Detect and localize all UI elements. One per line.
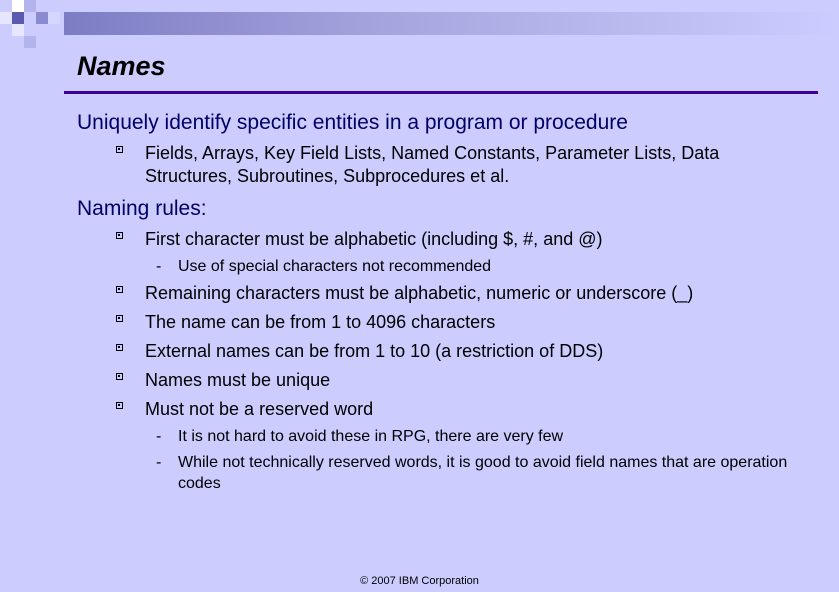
title-underline <box>64 91 818 94</box>
bullet-text: Fields, Arrays, Key Field Lists, Named Constants, Parameter Lists, Data Structures, Subroutines, Subprocedures et al. <box>145 143 720 186</box>
decor-square <box>12 0 24 12</box>
dash-bullet-icon: - <box>156 428 162 445</box>
decor-square <box>12 12 24 24</box>
bullet-remaining-characters <box>116 282 806 305</box>
decor-square <box>48 12 60 24</box>
square-bullet-icon <box>116 344 123 351</box>
square-bullet-icon <box>116 286 123 293</box>
sub-bullet-text: It is not hard to avoid these in RPG, there are very few <box>178 428 564 445</box>
sub-bullet-operation-codes <box>156 452 816 494</box>
square-bullet-icon <box>116 315 123 322</box>
bullet-text: First character must be alphabetic (including $, #, and @) <box>145 229 603 249</box>
decor-square <box>0 12 12 24</box>
copyright-footer: © 2007 IBM Corporation <box>360 575 479 587</box>
bullet-name-length <box>116 311 806 334</box>
bullet-text: External names can be from 1 to 10 (a restriction of DDS) <box>145 341 604 361</box>
corner-decoration <box>0 0 70 50</box>
dash-bullet-icon: - <box>156 258 162 275</box>
sub-bullet-special-chars <box>156 256 816 277</box>
sub-bullet-rpg-few <box>156 426 816 447</box>
bullet-text: Remaining characters must be alphabetic, numeric or underscore (_) <box>145 283 694 303</box>
square-bullet-icon <box>116 402 123 409</box>
sub-bullet-text: While not technically reserved words, it is good to avoid field names that are operation codes <box>178 454 788 492</box>
section-heading-purpose: Uniquely identify specific entities in a program or procedure <box>77 111 628 134</box>
square-bullet-icon <box>116 232 123 239</box>
bullet-first-character <box>116 228 806 251</box>
decor-square <box>24 36 36 48</box>
bullet-text: Names must be unique <box>145 370 331 390</box>
bullet-entities <box>116 142 806 188</box>
header-gradient-bar <box>64 12 839 35</box>
bullet-reserved-word <box>116 398 806 421</box>
square-bullet-icon <box>116 146 123 153</box>
square-bullet-icon <box>116 373 123 380</box>
dash-bullet-icon: - <box>156 454 162 471</box>
slide-title: Names <box>77 51 166 81</box>
decor-square <box>36 12 48 24</box>
section-heading-naming-rules: Naming rules: <box>77 197 207 220</box>
bullet-text: The name can be from 1 to 4096 characters <box>145 312 496 332</box>
decor-square <box>24 0 36 12</box>
bullet-unique <box>116 369 806 392</box>
bullet-text: Must not be a reserved word <box>145 399 374 419</box>
decor-square <box>12 24 24 36</box>
bullet-external-names <box>116 340 806 363</box>
sub-bullet-text: Use of special characters not recommended <box>178 258 492 275</box>
